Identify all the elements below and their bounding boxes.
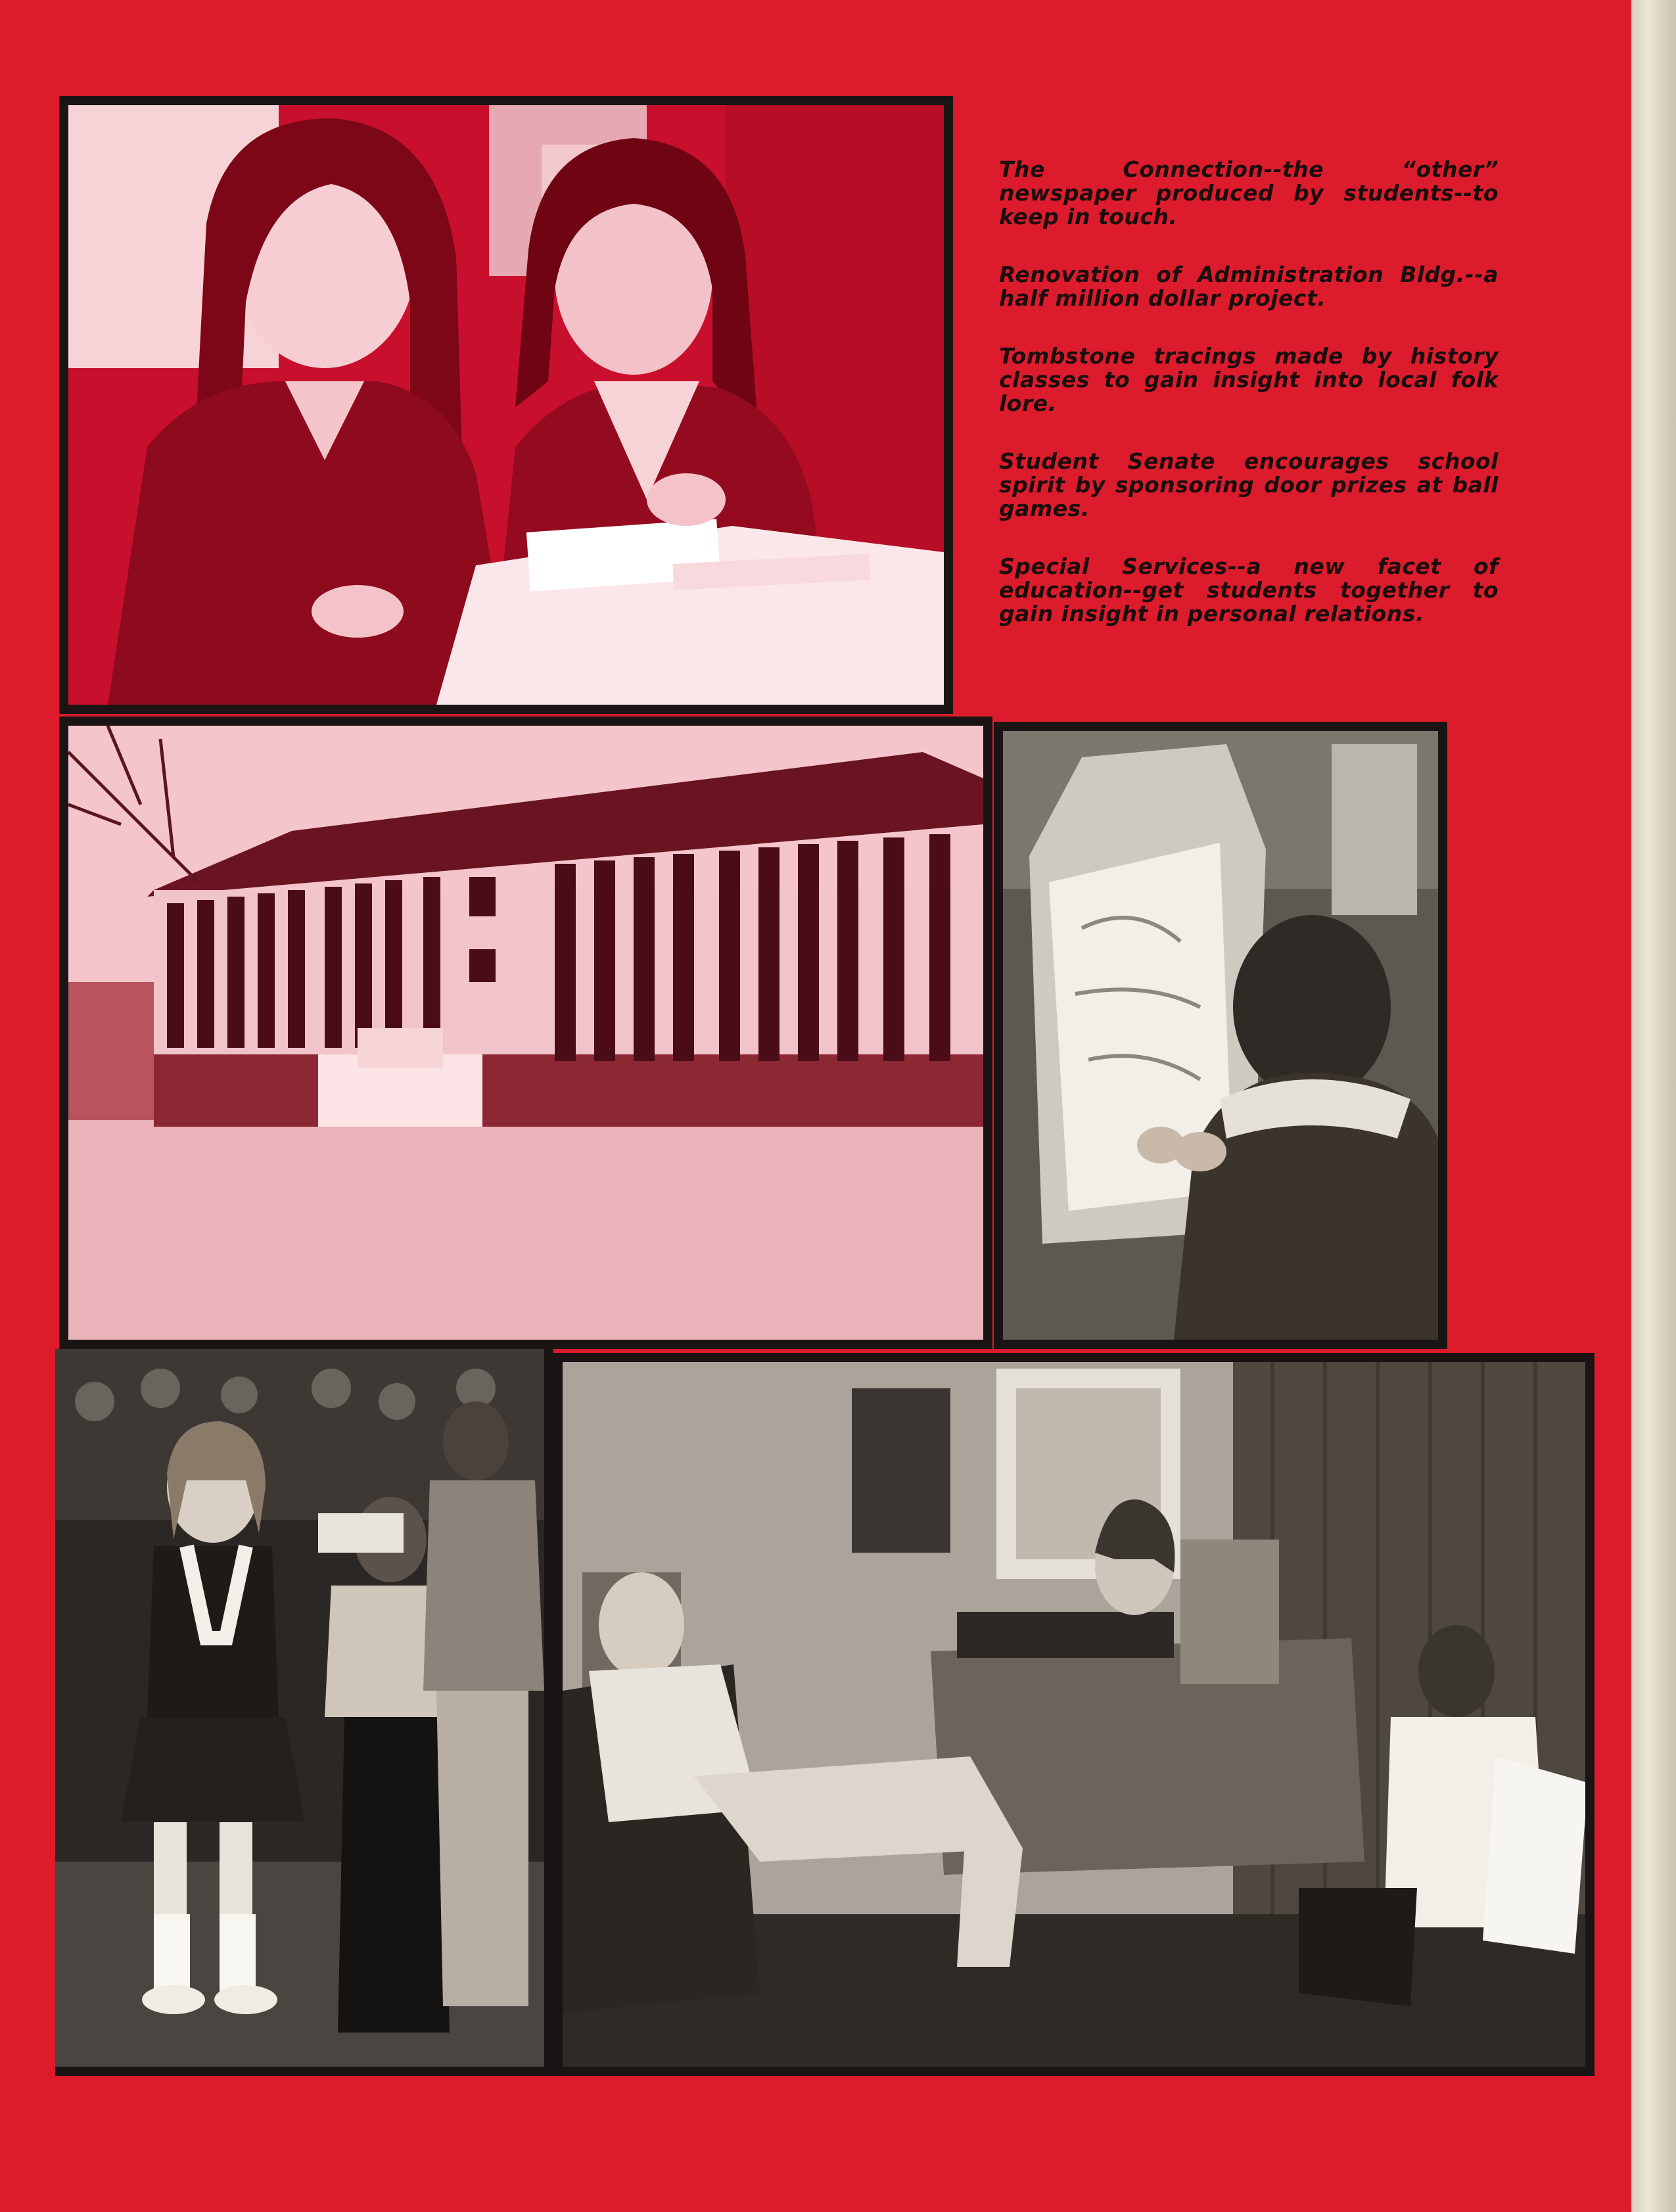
yearbook-page-edge: [1623, 0, 1676, 2212]
student-senate-photo: [55, 1349, 544, 2067]
administration-building-photo: [68, 726, 983, 1340]
tombstone-tracing-photo: [1003, 731, 1438, 1340]
caption-connection: The Connection--the “other” newspaper produced by students--to keep in touch.: [999, 156, 1499, 229]
photo-frame-student-senate: [55, 1349, 553, 2076]
caption-renovation: Renovation of Administration Bldg.--a half million dollar project.: [999, 262, 1499, 311]
photo-frame-newspaper: [59, 96, 953, 714]
photo-frame-special-services: [553, 1353, 1595, 2076]
photo-frame-admin-building: [59, 717, 992, 1349]
newspaper-students-photo: [68, 105, 944, 705]
caption-special-services: Special Services--a new facet of education--get students together to gain insight in personal relations.: [999, 553, 1499, 626]
caption-student-senate: Student Senate encourages school spirit by sponsoring door prizes at ball games.: [999, 448, 1499, 521]
caption-tombstone: Tombstone tracings made by history classes to gain insight into local folk lore.: [999, 343, 1499, 416]
special-services-office-photo: [563, 1362, 1585, 2067]
photo-frame-tombstone: [994, 722, 1447, 1349]
caption-block: [999, 158, 1499, 660]
